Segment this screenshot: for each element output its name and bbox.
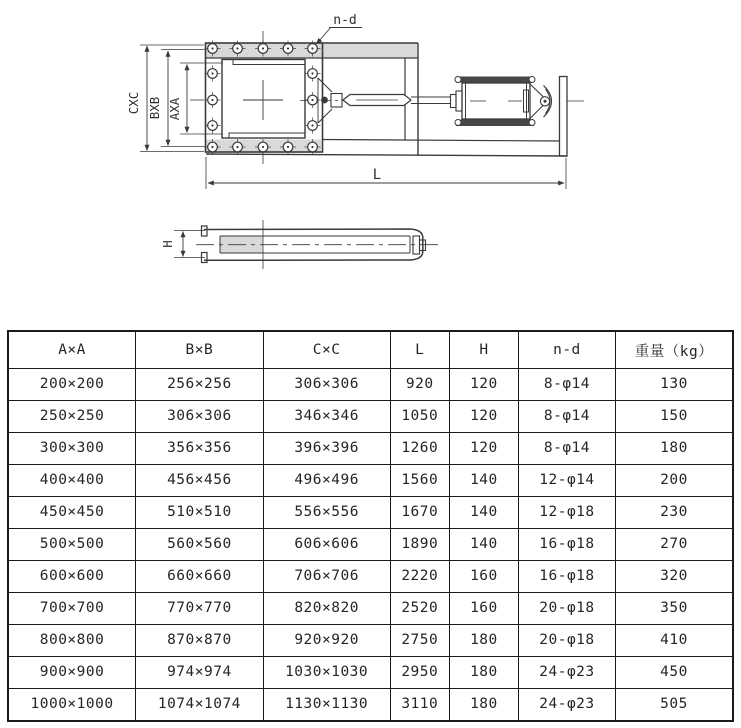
gate-plate: [222, 60, 305, 139]
spec-table-body: [8, 369, 733, 722]
table-row: [8, 432, 733, 464]
dimension-h: [160, 231, 205, 258]
table-cell: 320: [616, 560, 733, 592]
table-cell: 770×770: [136, 592, 264, 624]
table-cell: 130: [616, 369, 733, 401]
table-cell: 8-φ14: [518, 369, 615, 401]
column-header: 重量（kg）: [616, 331, 733, 369]
frame-base-line: [206, 154, 567, 156]
column-header: n-d: [518, 331, 615, 369]
table-cell: 120: [450, 400, 519, 432]
table-cell: 2950: [390, 656, 449, 688]
table-cell: 820×820: [263, 592, 390, 624]
table-row: [8, 656, 733, 688]
spec-table-header-row: [8, 331, 733, 369]
technical-drawing: [0, 0, 741, 328]
tie-rod-nut: [455, 77, 461, 83]
table-cell: 200×200: [8, 369, 136, 401]
table-cell: 20-φ18: [518, 592, 615, 624]
table-row: [8, 624, 733, 656]
table-cell: 200: [616, 464, 733, 496]
actuator-cylinder: [451, 77, 536, 127]
table-cell: 24-φ23: [518, 656, 615, 688]
table-cell: 346×346: [263, 400, 390, 432]
table-cell: 560×560: [136, 528, 264, 560]
bxb-label: BXB: [147, 96, 162, 120]
table-cell: 800×800: [8, 624, 136, 656]
table-cell: 600×600: [8, 560, 136, 592]
tie-rod-nut: [529, 77, 535, 83]
dimension-l: [206, 157, 566, 189]
table-cell: 456×456: [136, 464, 264, 496]
axa-label: AXA: [167, 97, 182, 121]
table-cell: 900×900: [8, 656, 136, 688]
table-row: [8, 528, 733, 560]
table-cell: 140: [450, 496, 519, 528]
column-header: L: [390, 331, 449, 369]
table-cell: 706×706: [263, 560, 390, 592]
table-cell: 150: [616, 400, 733, 432]
table-cell: 920: [390, 369, 449, 401]
table-cell: 180: [616, 432, 733, 464]
table-cell: 120: [450, 369, 519, 401]
table-cell: 270: [616, 528, 733, 560]
column-header: A×A: [8, 331, 136, 369]
table-cell: 12-φ18: [518, 496, 615, 528]
table-cell: 1030×1030: [263, 656, 390, 688]
gate-plate-step-top: [233, 60, 305, 65]
table-cell: 8-φ14: [518, 400, 615, 432]
table-cell: 180: [450, 656, 519, 688]
frame-bottom-rail: [323, 140, 561, 142]
table-cell: 510×510: [136, 496, 264, 528]
cylinder-collar-small: [451, 95, 457, 108]
table-cell: 1560: [390, 464, 449, 496]
table-row: [8, 688, 733, 721]
table-cell: 450×450: [8, 496, 136, 528]
cylinder-collar: [456, 91, 462, 111]
table-row: [8, 400, 733, 432]
tie-rod-nut: [529, 120, 535, 126]
table-row: [8, 560, 733, 592]
table-cell: 400×400: [8, 464, 136, 496]
table-cell: 1130×1130: [263, 688, 390, 721]
table-cell: 180: [450, 688, 519, 721]
table-cell: 396×396: [263, 432, 390, 464]
table-cell: 140: [450, 464, 519, 496]
table-cell: 16-φ18: [518, 560, 615, 592]
table-cell: 20-φ18: [518, 624, 615, 656]
column-header: C×C: [263, 331, 390, 369]
table-cell: 180: [450, 624, 519, 656]
table-row: [8, 369, 733, 401]
table-cell: 410: [616, 624, 733, 656]
table-cell: 606×606: [263, 528, 390, 560]
dimension-cxc: [126, 45, 204, 152]
table-cell: 160: [450, 560, 519, 592]
table-cell: 256×256: [136, 369, 264, 401]
table-row: [8, 464, 733, 496]
table-cell: 1074×1074: [136, 688, 264, 721]
table-cell: 16-φ18: [518, 528, 615, 560]
table-cell: 660×660: [136, 560, 264, 592]
table-cell: 250×250: [8, 400, 136, 432]
drive-hub: [530, 77, 567, 157]
table-cell: 500×500: [8, 528, 136, 560]
l-label: L: [372, 167, 382, 183]
table-cell: 2520: [390, 592, 449, 624]
table-cell: 1000×1000: [8, 688, 136, 721]
table-cell: 556×556: [263, 496, 390, 528]
side-view: [160, 220, 440, 269]
table-cell: 974×974: [136, 656, 264, 688]
cylinder-head-bottom: [456, 120, 534, 127]
column-header: B×B: [136, 331, 264, 369]
table-cell: 920×920: [263, 624, 390, 656]
clevis-pin: [321, 97, 328, 104]
table-cell: 356×356: [136, 432, 264, 464]
cxc-label: CXC: [126, 91, 141, 115]
table-row: [8, 496, 733, 528]
table-cell: 8-φ14: [518, 432, 615, 464]
table-cell: 1890: [390, 528, 449, 560]
table-cell: 230: [616, 496, 733, 528]
column-header: H: [450, 331, 519, 369]
bolt-hole: [205, 118, 221, 134]
top-view: [126, 13, 584, 189]
table-cell: 870×870: [136, 624, 264, 656]
spec-table: [7, 330, 734, 722]
gate-plate-step-bottom: [229, 133, 305, 138]
table-cell: 160: [450, 592, 519, 624]
tie-rod-nut: [455, 120, 461, 126]
bolt-hole: [205, 92, 221, 108]
table-cell: 700×700: [8, 592, 136, 624]
spec-table-container: [7, 330, 734, 722]
table-cell: 1050: [390, 400, 449, 432]
table-cell: 2220: [390, 560, 449, 592]
bolt-hole: [205, 66, 221, 82]
end-plate: [560, 77, 568, 157]
table-cell: 496×496: [263, 464, 390, 496]
table-cell: 140: [450, 528, 519, 560]
h-label: H: [160, 240, 175, 248]
dimension-n-d: [317, 13, 363, 44]
table-cell: 450: [616, 656, 733, 688]
table-cell: 306×306: [263, 369, 390, 401]
table-cell: 12-φ14: [518, 464, 615, 496]
cylinder-head-top: [456, 77, 534, 83]
table-cell: 120: [450, 432, 519, 464]
table-cell: 300×300: [8, 432, 136, 464]
table-row: [8, 592, 733, 624]
table-cell: 3110: [390, 688, 449, 721]
table-cell: 1670: [390, 496, 449, 528]
table-cell: 1260: [390, 432, 449, 464]
table-cell: 2750: [390, 624, 449, 656]
table-cell: 306×306: [136, 400, 264, 432]
n-d-label: n-d: [333, 13, 357, 28]
table-cell: 24-φ23: [518, 688, 615, 721]
table-cell: 505: [616, 688, 733, 721]
table-cell: 350: [616, 592, 733, 624]
stud-top: [202, 226, 208, 236]
